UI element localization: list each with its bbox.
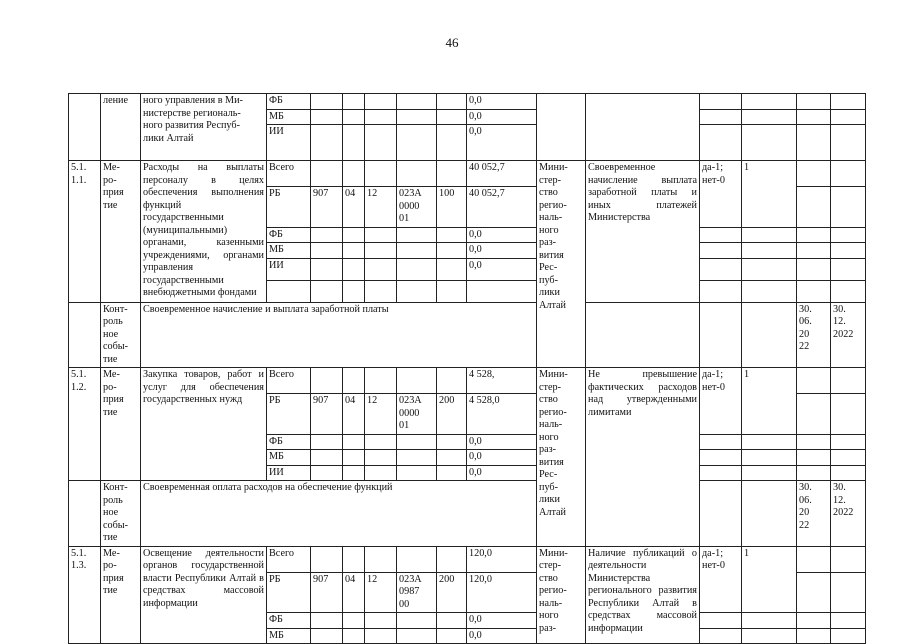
row-type-cell: ление	[101, 94, 141, 161]
amount-cell: 120,0	[467, 572, 537, 613]
row-name-cell: Освещение деятельности органов государственной власти Республики Алтай в средствах массовой информации	[141, 546, 267, 644]
row-type-cell: Ме- ро- прия тие	[101, 368, 141, 481]
grbs-cell: 907	[311, 394, 343, 435]
amount-cell: 40 052,7	[467, 161, 537, 187]
indicator-cell	[586, 94, 700, 161]
funding-source: МБ	[267, 628, 311, 644]
table-row	[69, 368, 866, 394]
row-number-cell	[69, 302, 101, 368]
indicator-cell: Наличие публикаций о деятельности Министерства регионального развития Республики Алтай в средствах массовой информации	[586, 546, 700, 644]
amount-cell: 0,0	[467, 628, 537, 644]
amount-cell: 0,0	[467, 243, 537, 259]
indicator-cell	[586, 302, 700, 368]
executor-cell: Мини- стер- ство регио- наль- ного раз- вития Рес- пуб- лики Алтай	[537, 161, 586, 368]
amount-cell: 0,0	[467, 450, 537, 466]
amount-cell: 0,0	[467, 434, 537, 450]
vr-cell: 200	[437, 394, 467, 435]
row-name-cell: Закупка товаров, работ и услуг для обеспечения государственных нужд	[141, 368, 267, 481]
start-date-cell: 30. 06. 20 22	[797, 481, 831, 547]
row-type-cell: Ме- ро- прия тие	[101, 546, 141, 644]
value-cell: 1	[742, 368, 797, 435]
unit-cell	[700, 302, 742, 368]
amount-cell: 0,0	[467, 465, 537, 481]
funding-source: ФБ	[267, 613, 311, 629]
grbs-cell: 907	[311, 572, 343, 613]
amount-cell: 0,0	[467, 258, 537, 280]
value-cell	[742, 302, 797, 368]
funding-source: ИИ	[267, 258, 311, 280]
amount-cell: 0,0	[467, 227, 537, 243]
amount-cell: 0,0	[467, 613, 537, 629]
funding-source: ИИ	[267, 465, 311, 481]
funding-source: ИИ	[267, 125, 311, 161]
row-number-cell: 5.1. 1.1.	[69, 161, 101, 303]
table-row	[69, 94, 866, 110]
unit-cell: да-1; нет-0	[700, 161, 742, 228]
page-number: 46	[445, 35, 459, 50]
end-date-cell: 30. 12. 2022	[831, 302, 866, 368]
unit-cell	[700, 481, 742, 547]
grbs-cell: 907	[311, 187, 343, 228]
vr-cell: 200	[437, 572, 467, 613]
table-row	[69, 546, 866, 572]
row-type-cell: Конт- роль ное собы- тие	[101, 302, 141, 368]
funding-source: Всего	[267, 368, 311, 394]
funding-source: МБ	[267, 450, 311, 466]
amount-cell: 4 528,	[467, 368, 537, 394]
row-type-cell: Конт- роль ное собы- тие	[101, 481, 141, 547]
end-date-cell: 30. 12. 2022	[831, 481, 866, 547]
indicator-cell: Не превышение фактических расходов над утвержденными лимитами	[586, 368, 700, 547]
funding-source: РБ	[267, 187, 311, 228]
rz-cell: 04	[343, 394, 365, 435]
funding-source: ФБ	[267, 94, 311, 110]
value-cell: 1	[742, 546, 797, 613]
executor-cell: Мини- стер- ство регио- наль- ного раз-	[537, 546, 586, 644]
funding-source: РБ	[267, 394, 311, 435]
amount-cell: 0,0	[467, 125, 537, 161]
row-name-cell: Расходы на выплаты персоналу в целях обеспечения выполнения функций государственными (муниципальными) органами, казенными учреждениями, органами управления государственными внебюджетными фондами	[141, 161, 267, 303]
row-name-cell: ного управления в Ми- нистерстве региональ- ного развития Респуб- лики Алтай	[141, 94, 267, 161]
amount-cell: 4 528,0	[467, 394, 537, 435]
row-number-cell: 5.1. 1.3.	[69, 546, 101, 644]
csr-cell: 023А 0000 01	[397, 187, 437, 228]
value-cell: 1	[742, 161, 797, 228]
amount-cell: 40 052,7	[467, 187, 537, 228]
funding-source: ФБ	[267, 227, 311, 243]
table-row	[69, 302, 866, 368]
pr-cell: 12	[365, 394, 397, 435]
row-number-cell	[69, 94, 101, 161]
unit-cell: да-1; нет-0	[700, 546, 742, 613]
row-number-cell	[69, 481, 101, 547]
table-row	[69, 481, 866, 547]
unit-cell: да-1; нет-0	[700, 368, 742, 435]
control-event-text: Своевременная оплата расходов на обеспечение функций	[141, 481, 537, 547]
indicator-cell: Своевременное начисление выплата заработной платы и иных платежей Министерства	[586, 161, 700, 303]
rz-cell: 04	[343, 187, 365, 228]
amount-cell: 0,0	[467, 109, 537, 125]
executor-cell	[537, 94, 586, 161]
rz-cell: 04	[343, 572, 365, 613]
csr-cell: 023А 0000 01	[397, 394, 437, 435]
funding-source: МБ	[267, 243, 311, 259]
funding-source: Всего	[267, 546, 311, 572]
executor-cell: Мини- стер- ство регио- наль- ного раз- вития Рес- пуб- лики Алтай	[537, 368, 586, 547]
funding-source: МБ	[267, 109, 311, 125]
amount-cell: 0,0	[467, 94, 537, 110]
pr-cell: 12	[365, 187, 397, 228]
funding-source: ФБ	[267, 434, 311, 450]
value-cell	[742, 481, 797, 547]
control-event-text: Своевременное начисление и выплата заработной платы	[141, 302, 537, 368]
row-type-cell: Ме- ро- прия тие	[101, 161, 141, 303]
funding-source: Всего	[267, 161, 311, 187]
vr-cell: 100	[437, 187, 467, 228]
csr-cell: 023А 0987 00	[397, 572, 437, 613]
pr-cell: 12	[365, 572, 397, 613]
table-row	[69, 161, 866, 187]
row-number-cell: 5.1. 1.2.	[69, 368, 101, 481]
program-plan-table	[68, 93, 866, 644]
amount-cell: 120,0	[467, 546, 537, 572]
start-date-cell: 30. 06. 20 22	[797, 302, 831, 368]
funding-source: РБ	[267, 572, 311, 613]
